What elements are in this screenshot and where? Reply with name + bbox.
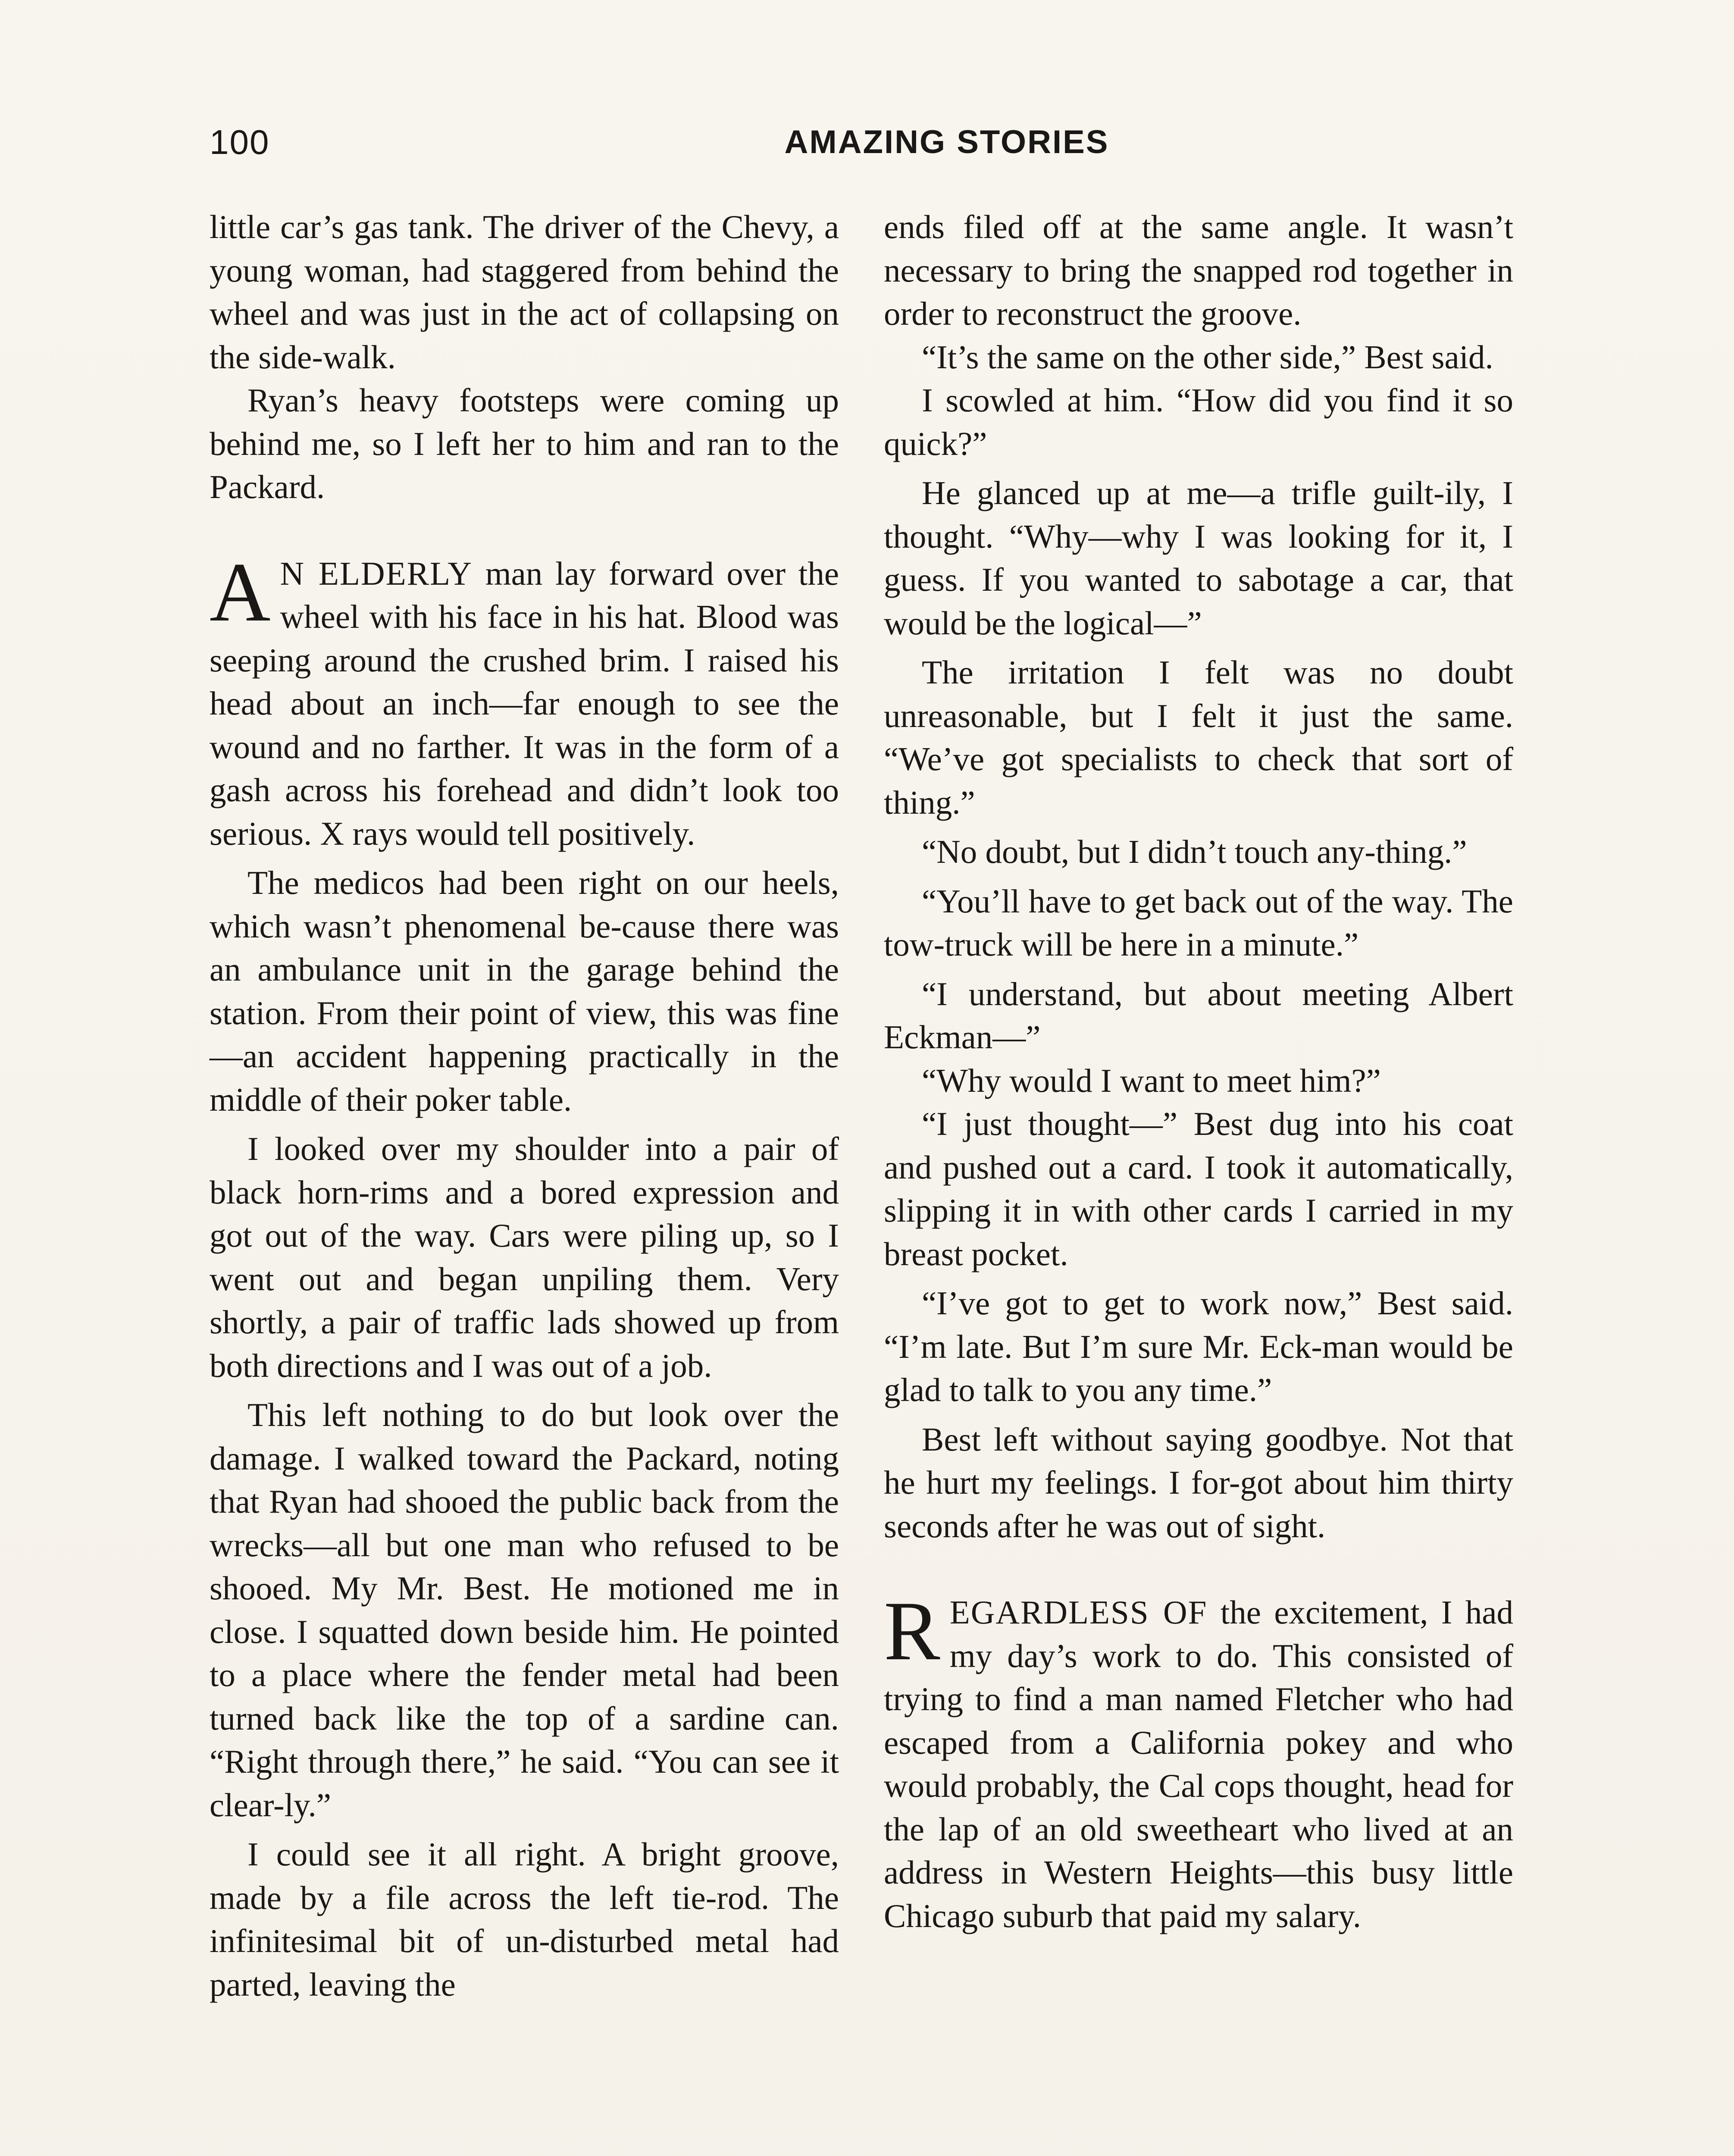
page-number: 100	[210, 123, 270, 161]
paragraph: He glanced up at me—a trifle guilt-ily, I thought. “Why—why I was looking for it, I guess. If you wanted to sabotage a car, that would be the logical—”	[884, 474, 1513, 642]
section-opening-paragraph	[210, 545, 839, 856]
paragraph: The medicos had been right on our heels, which wasn’t phenomenal be-cause there was an ambulance unit in the garage behind the station. From their point of view, this was fine—an accident happening practically in the middle of their poker table.	[210, 864, 839, 1118]
paragraph: “No doubt, but I didn’t touch any-thing.”	[922, 833, 1467, 870]
left-text-column	[210, 205, 839, 2006]
paragraph: “I understand, but about meeting Albert Eckman—”	[884, 975, 1513, 1056]
paragraph: The irritation I felt was no doubt unreasonable, but I felt it just the same. “We’ve got specialists to check that sort of thing.”	[884, 654, 1513, 821]
paragraph: “I’ve got to get to work now,” Best said. “I’m late. But I’m sure Mr. Eck-man would be glad to talk to you any time.”	[884, 1285, 1513, 1408]
paragraph: “You’ll have to get back out of the way. The tow-truck will be here in a minute.”	[884, 882, 1513, 963]
drop-cap: A	[210, 545, 271, 639]
paragraph-text: man lay forward over the wheel with his face in his hat. Blood was seeping around the crushed brim. I raised his head about an inch—far enough to see the wound and no farther. It was in the form of a gash across his forehead and didn’t look too serious. X rays would tell positively.	[210, 555, 839, 852]
paragraph: I looked over my shoulder into a pair of black horn-rims and a bored expression and got out of the way. Cars were piling up, so I went out and began unpiling them. Very shortly, a pair of traffic lads showed up from both directions and I was out of a job.	[210, 1130, 839, 1384]
magazine-title: AMAZING STORIES	[784, 124, 1109, 160]
drop-cap: R	[884, 1584, 940, 1678]
paragraph: Ryan’s heavy footsteps were coming up behind me, so I left her to him and ran to the Packard.	[210, 382, 839, 505]
paragraph: “Why would I want to meet him?”	[922, 1062, 1381, 1099]
paragraph: little car’s gas tank. The driver of the Chevy, a young woman, had staggered from behind the wheel and was just in the act of collapsing on the side-walk.	[210, 208, 839, 376]
lead-in-words: N ELDERLY	[280, 555, 473, 592]
lead-in-words: EGARDLESS OF	[949, 1594, 1208, 1631]
paragraph: This left nothing to do but look over the damage. I walked toward the Packard, noting that Ryan had shooed the public back from the wrecks—all but one man who refused to be shooed. My Mr. Best. He motioned me in close. I squatted down beside him. He pointed to a place where the fender metal had been turned back like the top of a sardine can. “Right through there,” he said. “You can see it clear-ly.”	[210, 1396, 839, 1824]
paragraph: ends filed off at the same angle. It wasn’t necessary to bring the snapped rod together in order to reconstruct the groove.	[884, 208, 1513, 332]
paragraph: I scowled at him. “How did you find it so quick?”	[884, 382, 1513, 462]
paragraph: “It’s the same on the other side,” Best said.	[922, 338, 1493, 376]
right-text-column	[884, 205, 1513, 1937]
paragraph: Best left without saying goodbye. Not that he hurt my feelings. I for-got about him thirty seconds after he was out of sight.	[884, 1420, 1513, 1545]
paragraph-text: the excitement, I had my day’s work to do. This consisted of trying to find a man named Fletcher who had escaped from a California pokey and who would probably, the Cal cops thought, head for the lap of an old sweetheart who lived at an address in Western Heights—this busy little Chicago suburb that paid my salary.	[884, 1594, 1513, 1934]
paragraph: I could see it all right. A bright groove, made by a file across the left tie-rod. The infinitesimal bit of un-disturbed metal had parted, leaving the	[210, 1836, 839, 2003]
page-header	[210, 116, 1524, 172]
paragraph: “I just thought—” Best dug into his coat and pushed out a card. I took it automatically, slipping it in with other cards I carried in my breast pocket.	[884, 1105, 1513, 1272]
section-opening-paragraph	[884, 1584, 1513, 1937]
